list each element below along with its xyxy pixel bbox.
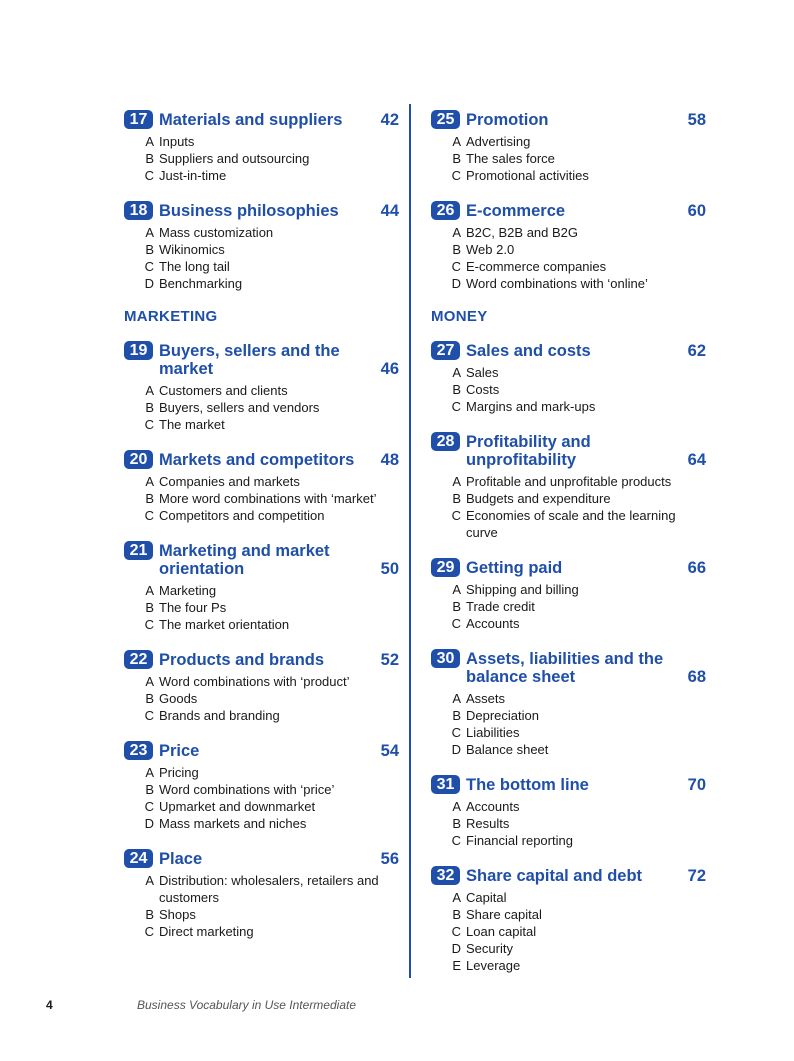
subtopic-text: Buyers, sellers and vendors bbox=[159, 400, 320, 415]
subtopic-letter: B bbox=[452, 708, 461, 723]
unit-subtopic-list bbox=[431, 473, 706, 541]
subtopic-letter: A bbox=[145, 474, 154, 489]
subtopic-item bbox=[124, 275, 399, 292]
subtopic-item bbox=[431, 741, 706, 758]
subtopic-text: Word combinations with ‘price’ bbox=[159, 782, 335, 797]
unit-page-number: 72 bbox=[687, 867, 706, 885]
column-divider bbox=[409, 104, 411, 978]
unit-entry-19[interactable] bbox=[124, 340, 399, 433]
unit-title[interactable]: Getting paid bbox=[466, 559, 563, 577]
unit-heading[interactable] bbox=[431, 865, 706, 885]
subtopic-letter: C bbox=[144, 168, 154, 183]
subtopic-text: Wikinomics bbox=[159, 242, 225, 257]
subtopic-letter: A bbox=[145, 383, 154, 398]
subtopic-item bbox=[431, 364, 706, 381]
subtopic-letter: D bbox=[144, 816, 154, 831]
unit-number-badge: 24 bbox=[124, 849, 153, 868]
unit-list-left-b bbox=[124, 340, 399, 940]
subtopic-letter: A bbox=[452, 582, 461, 597]
unit-title[interactable]: Business philosophies bbox=[159, 202, 339, 220]
section-heading-money: MONEY bbox=[431, 308, 488, 325]
subtopic-letter: C bbox=[451, 616, 461, 631]
subtopic-letter: E bbox=[452, 958, 461, 973]
unit-page-number: 46 bbox=[380, 360, 399, 378]
section-heading-marketing: MARKETING bbox=[124, 308, 218, 325]
unit-title[interactable]: Share capital and debt bbox=[466, 867, 643, 885]
unit-heading[interactable] bbox=[124, 200, 399, 220]
unit-page-number: 64 bbox=[687, 451, 706, 469]
subtopic-text: The long tail bbox=[159, 259, 230, 274]
unit-subtopic-list bbox=[124, 382, 399, 433]
subtopic-letter: B bbox=[145, 907, 154, 922]
unit-heading[interactable] bbox=[124, 340, 399, 378]
subtopic-letter: A bbox=[145, 873, 154, 888]
unit-entry-31[interactable] bbox=[431, 774, 706, 849]
unit-subtopic-list bbox=[431, 224, 706, 292]
subtopic-text: Balance sheet bbox=[466, 742, 549, 757]
subtopic-text: Security bbox=[466, 941, 513, 956]
unit-entry-32[interactable] bbox=[431, 865, 706, 974]
unit-title[interactable]: The bottom line bbox=[466, 776, 589, 794]
subtopic-letter: B bbox=[145, 600, 154, 615]
unit-number-badge: 19 bbox=[124, 341, 153, 360]
right-column bbox=[431, 109, 706, 990]
subtopic-item bbox=[431, 707, 706, 724]
subtopic-text: The four Ps bbox=[159, 600, 227, 615]
subtopic-letter: A bbox=[452, 799, 461, 814]
unit-entry-24[interactable] bbox=[124, 848, 399, 940]
unit-title[interactable]: Assets, liabilities and the balance sheet bbox=[466, 650, 664, 686]
subtopic-letter: C bbox=[451, 259, 461, 274]
subtopic-letter: B bbox=[452, 599, 461, 614]
unit-page-number: 58 bbox=[687, 111, 706, 129]
subtopic-letter: A bbox=[452, 474, 461, 489]
subtopic-item bbox=[431, 275, 706, 292]
unit-title[interactable]: Sales and costs bbox=[466, 342, 591, 360]
unit-heading[interactable] bbox=[431, 431, 706, 469]
unit-entry-17[interactable] bbox=[124, 109, 399, 184]
unit-number-badge: 18 bbox=[124, 201, 153, 220]
subtopic-item bbox=[124, 258, 399, 275]
unit-heading[interactable] bbox=[431, 200, 706, 220]
subtopic-text: Mass markets and niches bbox=[159, 816, 307, 831]
subtopic-letter: B bbox=[452, 382, 461, 397]
unit-entry-28[interactable] bbox=[431, 431, 706, 541]
subtopic-text: Liabilities bbox=[466, 725, 520, 740]
subtopic-text: B2C, B2B and B2G bbox=[466, 225, 579, 240]
unit-entry-25[interactable] bbox=[431, 109, 706, 184]
subtopic-text: Competitors and competition bbox=[159, 508, 325, 523]
subtopic-text: Upmarket and downmarket bbox=[159, 799, 316, 814]
unit-number-badge: 25 bbox=[431, 110, 460, 129]
subtopic-letter: C bbox=[144, 924, 154, 939]
subtopic-text: Profitable and unprofitable products bbox=[466, 474, 672, 489]
unit-number-badge: 31 bbox=[431, 775, 460, 794]
unit-subtopic-list bbox=[431, 364, 706, 415]
unit-list-right-a bbox=[431, 109, 706, 292]
unit-entry-18[interactable] bbox=[124, 200, 399, 292]
unit-number-badge: 28 bbox=[431, 432, 460, 451]
subtopic-item bbox=[431, 507, 706, 541]
subtopic-letter: C bbox=[144, 259, 154, 274]
unit-title[interactable]: Profitability and unprofitability bbox=[466, 433, 591, 469]
unit-title[interactable]: Price bbox=[159, 742, 200, 760]
subtopic-item bbox=[431, 815, 706, 832]
subtopic-text: Web 2.0 bbox=[466, 242, 515, 257]
subtopic-text: Companies and markets bbox=[159, 474, 300, 489]
unit-number-badge: 20 bbox=[124, 450, 153, 469]
subtopic-item bbox=[124, 490, 399, 507]
unit-number-badge: 22 bbox=[124, 650, 153, 669]
subtopic-item bbox=[431, 906, 706, 923]
unit-entry-20[interactable] bbox=[124, 449, 399, 524]
footer-book-title: Business Vocabulary in Use Intermediate bbox=[137, 998, 356, 1012]
unit-subtopic-list bbox=[124, 133, 399, 184]
unit-entry-23[interactable] bbox=[124, 740, 399, 832]
unit-title[interactable]: Marketing and market orientation bbox=[159, 542, 330, 578]
unit-number-badge: 29 bbox=[431, 558, 460, 577]
subtopic-item bbox=[431, 133, 706, 150]
unit-subtopic-list bbox=[124, 582, 399, 633]
unit-heading[interactable] bbox=[431, 557, 706, 577]
subtopic-item bbox=[431, 258, 706, 275]
subtopic-text: Shops bbox=[159, 907, 196, 922]
subtopic-item bbox=[431, 690, 706, 707]
subtopic-text: Assets bbox=[466, 691, 506, 706]
unit-subtopic-list bbox=[124, 872, 399, 940]
subtopic-letter: C bbox=[451, 833, 461, 848]
unit-heading[interactable] bbox=[431, 774, 706, 794]
subtopic-letter: B bbox=[452, 907, 461, 922]
subtopic-letter: D bbox=[451, 941, 461, 956]
unit-subtopic-list bbox=[124, 473, 399, 524]
subtopic-letter: C bbox=[144, 617, 154, 632]
unit-heading[interactable] bbox=[124, 449, 399, 469]
subtopic-letter: B bbox=[145, 491, 154, 506]
subtopic-item bbox=[124, 798, 399, 815]
subtopic-item bbox=[431, 923, 706, 940]
unit-subtopic-list bbox=[431, 889, 706, 974]
unit-page-number: 62 bbox=[687, 342, 706, 360]
unit-page-number: 70 bbox=[687, 776, 706, 794]
subtopic-item bbox=[124, 707, 399, 724]
subtopic-text: E-commerce companies bbox=[466, 259, 607, 274]
subtopic-text: More word combinations with ‘market’ bbox=[159, 491, 377, 506]
unit-title[interactable]: Buyers, sellers and the market bbox=[159, 342, 340, 378]
subtopic-text: Brands and branding bbox=[159, 708, 280, 723]
unit-title[interactable]: Materials and suppliers bbox=[159, 111, 343, 129]
unit-heading[interactable] bbox=[124, 540, 399, 578]
subtopic-letter: B bbox=[452, 151, 461, 166]
subtopic-text: Shipping and billing bbox=[466, 582, 579, 597]
unit-heading[interactable] bbox=[124, 740, 399, 760]
subtopic-letter: C bbox=[451, 924, 461, 939]
unit-page-number: 52 bbox=[380, 651, 399, 669]
unit-page-number: 44 bbox=[380, 202, 399, 220]
subtopic-text: Goods bbox=[159, 691, 198, 706]
unit-page-number: 42 bbox=[380, 111, 399, 129]
subtopic-item bbox=[431, 224, 706, 241]
subtopic-text: Just-in-time bbox=[159, 168, 227, 183]
subtopic-letter: A bbox=[452, 890, 461, 905]
subtopic-item bbox=[431, 490, 706, 507]
subtopic-item bbox=[431, 167, 706, 184]
subtopic-item bbox=[431, 724, 706, 741]
subtopic-item bbox=[124, 599, 399, 616]
unit-subtopic-list bbox=[124, 673, 399, 724]
subtopic-item bbox=[124, 616, 399, 633]
subtopic-text: Word combinations with ‘online’ bbox=[466, 276, 648, 291]
subtopic-text: Customers and clients bbox=[159, 383, 288, 398]
unit-title[interactable]: Markets and competitors bbox=[159, 451, 355, 469]
subtopic-item bbox=[124, 167, 399, 184]
subtopic-text: Accounts bbox=[466, 799, 520, 814]
subtopic-item bbox=[124, 673, 399, 690]
subtopic-letter: D bbox=[451, 742, 461, 757]
subtopic-text: Marketing bbox=[159, 583, 217, 598]
subtopic-item bbox=[124, 781, 399, 798]
subtopic-letter: D bbox=[144, 276, 154, 291]
subtopic-item bbox=[124, 690, 399, 707]
unit-entry-29[interactable] bbox=[431, 557, 706, 632]
unit-title[interactable]: Promotion bbox=[466, 111, 549, 129]
subtopic-item bbox=[431, 798, 706, 815]
subtopic-item bbox=[431, 889, 706, 906]
unit-subtopic-list bbox=[124, 224, 399, 292]
footer-page-number: 4 bbox=[46, 998, 53, 1012]
subtopic-letter: C bbox=[451, 168, 461, 183]
unit-page-number: 56 bbox=[380, 850, 399, 868]
subtopic-letter: B bbox=[145, 400, 154, 415]
subtopic-letter: D bbox=[451, 276, 461, 291]
subtopic-text: Trade credit bbox=[466, 599, 535, 614]
subtopic-text: Capital bbox=[466, 890, 507, 905]
subtopic-letter: C bbox=[451, 508, 461, 523]
subtopic-letter: A bbox=[452, 134, 461, 149]
subtopic-text: The market bbox=[159, 417, 225, 432]
unit-entry-27[interactable] bbox=[431, 340, 706, 415]
subtopic-item bbox=[124, 399, 399, 416]
subtopic-item bbox=[124, 507, 399, 524]
subtopic-item bbox=[431, 241, 706, 258]
unit-subtopic-list bbox=[431, 690, 706, 758]
subtopic-item bbox=[431, 940, 706, 957]
subtopic-letter: B bbox=[145, 691, 154, 706]
subtopic-text: Sales bbox=[466, 365, 499, 380]
unit-number-badge: 27 bbox=[431, 341, 460, 360]
subtopic-text: Mass customization bbox=[159, 225, 274, 240]
subtopic-text: Word combinations with ‘product’ bbox=[159, 674, 350, 689]
subtopic-letter: B bbox=[145, 151, 154, 166]
subtopic-text: Loan capital bbox=[466, 924, 537, 939]
unit-list-left-a bbox=[124, 109, 399, 292]
subtopic-item bbox=[124, 872, 399, 906]
subtopic-item bbox=[431, 150, 706, 167]
unit-entry-26[interactable] bbox=[431, 200, 706, 292]
unit-page-number: 54 bbox=[380, 742, 399, 760]
unit-subtopic-list bbox=[431, 133, 706, 184]
subtopic-text: Leverage bbox=[466, 958, 521, 973]
subtopic-text: Economies of scale and the learning curve bbox=[466, 508, 676, 540]
subtopic-letter: C bbox=[144, 799, 154, 814]
subtopic-item bbox=[124, 241, 399, 258]
subtopic-item bbox=[124, 815, 399, 832]
subtopic-text: Direct marketing bbox=[159, 924, 254, 939]
unit-subtopic-list bbox=[124, 764, 399, 832]
unit-heading[interactable] bbox=[431, 648, 706, 686]
subtopic-item bbox=[124, 224, 399, 241]
subtopic-text: Inputs bbox=[159, 134, 195, 149]
subtopic-letter: C bbox=[144, 708, 154, 723]
subtopic-item bbox=[124, 473, 399, 490]
unit-subtopic-list bbox=[431, 798, 706, 849]
subtopic-letter: A bbox=[452, 365, 461, 380]
unit-page-number: 48 bbox=[380, 451, 399, 469]
subtopic-item bbox=[124, 382, 399, 399]
subtopic-text: Depreciation bbox=[466, 708, 539, 723]
unit-heading[interactable] bbox=[431, 109, 706, 129]
subtopic-letter: A bbox=[452, 225, 461, 240]
subtopic-item bbox=[124, 150, 399, 167]
subtopic-text: Benchmarking bbox=[159, 276, 243, 291]
subtopic-letter: B bbox=[452, 491, 461, 506]
unit-heading[interactable] bbox=[124, 109, 399, 129]
unit-entry-22[interactable] bbox=[124, 649, 399, 724]
subtopic-text: Share capital bbox=[466, 907, 542, 922]
unit-page-number: 66 bbox=[687, 559, 706, 577]
subtopic-item bbox=[431, 398, 706, 415]
unit-title[interactable]: Products and brands bbox=[159, 651, 325, 669]
subtopic-text: Suppliers and outsourcing bbox=[159, 151, 310, 166]
subtopic-text: Margins and mark-ups bbox=[466, 399, 596, 414]
subtopic-item bbox=[431, 381, 706, 398]
subtopic-letter: B bbox=[145, 782, 154, 797]
subtopic-text: Promotional activities bbox=[466, 168, 589, 183]
unit-number-badge: 30 bbox=[431, 649, 460, 668]
unit-number-badge: 23 bbox=[124, 741, 153, 760]
unit-entry-30[interactable] bbox=[431, 648, 706, 758]
subtopic-item bbox=[124, 906, 399, 923]
subtopic-item bbox=[431, 581, 706, 598]
unit-title[interactable]: Place bbox=[159, 850, 203, 868]
unit-title[interactable]: E-commerce bbox=[466, 202, 566, 220]
unit-number-badge: 21 bbox=[124, 541, 153, 560]
subtopic-letter: B bbox=[145, 242, 154, 257]
unit-entry-21[interactable] bbox=[124, 540, 399, 633]
unit-heading[interactable] bbox=[124, 848, 399, 868]
unit-page-number: 60 bbox=[687, 202, 706, 220]
subtopic-text: The market orientation bbox=[159, 617, 290, 632]
subtopic-letter: A bbox=[145, 583, 154, 598]
subtopic-letter: B bbox=[452, 816, 461, 831]
subtopic-item bbox=[124, 133, 399, 150]
subtopic-letter: C bbox=[144, 508, 154, 523]
subtopic-item bbox=[124, 923, 399, 940]
unit-number-badge: 32 bbox=[431, 866, 460, 885]
subtopic-item bbox=[431, 832, 706, 849]
subtopic-letter: C bbox=[451, 399, 461, 414]
unit-number-badge: 26 bbox=[431, 201, 460, 220]
subtopic-item bbox=[431, 598, 706, 615]
subtopic-letter: C bbox=[144, 417, 154, 432]
unit-page-number: 50 bbox=[380, 560, 399, 578]
subtopic-letter: A bbox=[452, 691, 461, 706]
unit-heading[interactable] bbox=[124, 649, 399, 669]
subtopic-text: Accounts bbox=[466, 616, 520, 631]
unit-page-number: 68 bbox=[687, 668, 706, 686]
subtopic-text: Results bbox=[466, 816, 510, 831]
subtopic-text: Pricing bbox=[159, 765, 199, 780]
subtopic-item bbox=[431, 615, 706, 632]
subtopic-item bbox=[124, 416, 399, 433]
subtopic-letter: B bbox=[452, 242, 461, 257]
unit-heading[interactable] bbox=[431, 340, 706, 360]
subtopic-item bbox=[431, 473, 706, 490]
subtopic-letter: C bbox=[451, 725, 461, 740]
subtopic-text: Advertising bbox=[466, 134, 531, 149]
subtopic-text: The sales force bbox=[466, 151, 555, 166]
subtopic-letter: A bbox=[145, 225, 154, 240]
unit-number-badge: 17 bbox=[124, 110, 153, 129]
subtopic-item bbox=[124, 582, 399, 599]
subtopic-letter: A bbox=[145, 134, 154, 149]
unit-list-right-b bbox=[431, 340, 706, 974]
subtopic-item bbox=[124, 764, 399, 781]
subtopic-letter: A bbox=[145, 674, 154, 689]
subtopic-letter: A bbox=[145, 765, 154, 780]
subtopic-text: Costs bbox=[466, 382, 500, 397]
subtopic-text: Distribution: wholesalers, retailers and customers bbox=[159, 873, 379, 905]
subtopic-text: Financial reporting bbox=[466, 833, 573, 848]
unit-subtopic-list bbox=[431, 581, 706, 632]
subtopic-item bbox=[431, 957, 706, 974]
left-column bbox=[124, 109, 399, 956]
subtopic-text: Budgets and expenditure bbox=[466, 491, 611, 506]
